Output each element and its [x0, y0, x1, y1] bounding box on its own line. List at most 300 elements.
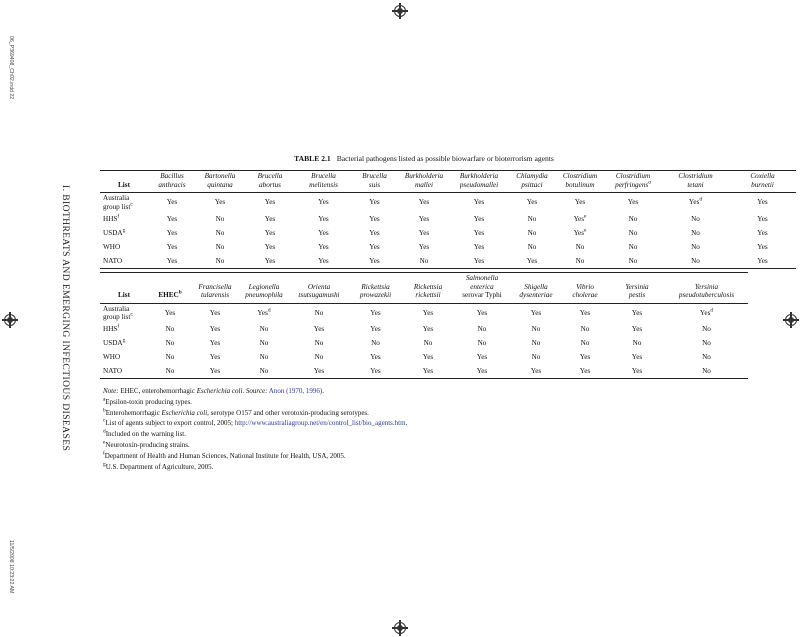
table-cell [148, 303, 192, 322]
cell-value: No [527, 228, 537, 237]
table-cell [148, 226, 196, 240]
source-link[interactable]: Anon (1970, 1996) [268, 387, 323, 395]
table-cell [609, 350, 665, 364]
cell-value: Yes [370, 325, 381, 334]
footnote-text: Enterohemorrhagic [105, 408, 162, 417]
cell-value: No [702, 325, 711, 334]
cell-footnote-mark: d [699, 197, 703, 204]
cell-value: No [259, 339, 269, 348]
cell-value: Yes [214, 198, 226, 207]
table-cell [196, 240, 244, 254]
ehec-label: EHEC [158, 291, 179, 300]
table-cell [609, 303, 665, 322]
table-cell [604, 193, 662, 212]
cell-value: No [215, 228, 225, 237]
cell-value: Yes [757, 256, 768, 265]
cell-value: Yes [318, 198, 329, 207]
table-cell [450, 254, 508, 269]
footnote-mark: c [103, 418, 106, 425]
table-row [100, 303, 748, 322]
table-row [100, 350, 748, 364]
cell-value: Yes [264, 256, 276, 265]
table-cell [148, 193, 196, 212]
cell-value: No [259, 367, 269, 376]
table-cell [665, 336, 748, 350]
cell-value: No [314, 353, 324, 362]
pathogen-name-part: pestis [628, 291, 646, 300]
table-cell [511, 350, 561, 364]
table-cell [729, 226, 796, 240]
table-cell [508, 254, 556, 269]
column-header-pathogen [398, 171, 450, 193]
cell-value: Yes [209, 309, 221, 318]
table-cell [508, 212, 556, 226]
cell-value: Yes [370, 309, 381, 318]
pathogen-name-part: dysenteriae [519, 291, 553, 300]
note-label: Note: [103, 387, 119, 395]
table-cell [192, 322, 238, 336]
table-cell [665, 364, 748, 379]
cell-value: Yes [264, 198, 276, 207]
table-notes [103, 386, 743, 472]
table-cell [192, 350, 238, 364]
cell-value: Yes [209, 325, 221, 334]
cell-value: No [575, 242, 585, 251]
table-row [100, 212, 796, 226]
pathogen-name-part: Shigella [524, 282, 548, 291]
cell-value: Yes [164, 309, 176, 318]
table-cell [238, 303, 290, 322]
table-cell [403, 364, 453, 379]
ehec-footnote-mark: b [178, 289, 182, 296]
pathogen-name-part: perfringens [615, 180, 649, 189]
row-label-footnote-mark: c [130, 311, 133, 318]
table-cell [290, 350, 348, 364]
cell-value: No [702, 339, 711, 348]
footnote-text: Neurotoxin-producing strains. [105, 440, 190, 449]
table-cell [296, 212, 351, 226]
row-label-text: NATO [103, 256, 123, 265]
row-label-footnote-mark: g [122, 337, 126, 344]
cell-value: Yes [473, 256, 485, 265]
cell-value: Yes [318, 214, 329, 223]
cell-value: Yes [369, 198, 380, 207]
cell-value: No [691, 242, 700, 251]
table-caption [100, 154, 748, 163]
column-header-list: List [118, 291, 130, 300]
cell-value: No [691, 228, 700, 237]
row-label [100, 226, 148, 240]
table-cell [453, 303, 511, 322]
table-cell [348, 364, 403, 379]
table-cell [662, 240, 729, 254]
table-row [100, 240, 796, 254]
cell-value: No [259, 325, 269, 334]
table-cell [662, 254, 729, 269]
column-header-pathogen [556, 171, 604, 193]
perfringens-footnote-mark: a [648, 179, 651, 186]
table-cell [511, 322, 561, 336]
footnote-italic: Escherichia coli [161, 408, 208, 417]
table-cell [403, 350, 453, 364]
table-row [100, 193, 796, 212]
footnote-mark: a [103, 396, 106, 403]
footnote-a [103, 397, 743, 408]
table-cell [348, 350, 403, 364]
pathogen-name-part: abortus [259, 180, 281, 189]
cell-value: Yes [209, 339, 221, 348]
footnote-f [103, 451, 743, 462]
cell-value: Yes [313, 367, 325, 376]
table-label: TABLE 2.1 [294, 154, 331, 163]
cell-value: No [702, 353, 711, 362]
pathogen-name-part: Rickettsia [413, 282, 443, 291]
table-cell [729, 240, 796, 254]
table-cell [148, 212, 196, 226]
table-cell [561, 322, 609, 336]
row-label [100, 336, 148, 350]
cell-value: Yes [579, 353, 591, 362]
cell-value: Yes [313, 325, 325, 334]
table-cell [556, 193, 604, 212]
pathogen-name-part: Brucella [362, 172, 387, 180]
cell-value: Yes [422, 353, 434, 362]
cell-value: Yes [418, 242, 430, 251]
table-cell [296, 193, 351, 212]
table-cell [148, 336, 192, 350]
pathogen-name-part: rickettsii [415, 291, 441, 300]
column-header-pathogen [196, 171, 244, 193]
table-cell [604, 254, 662, 269]
cell-value: Yes [573, 214, 585, 223]
table-cell [561, 364, 609, 379]
table-cell [403, 303, 453, 322]
table-cell [450, 226, 508, 240]
cell-value: No [215, 242, 225, 251]
cell-value: Yes [422, 325, 434, 334]
row-label-footnote-mark: c [130, 201, 133, 208]
table-cell [604, 212, 662, 226]
pathogen-name-part: tularensis [200, 291, 230, 300]
table-cell [729, 212, 796, 226]
cell-value: Yes [574, 198, 586, 207]
running-head: I. BIOTHREATS AND EMERGING INFECTIOUS DISEASES [60, 185, 71, 452]
table-row [100, 254, 796, 269]
footnote-mark: d [103, 428, 106, 435]
column-header-pathogen [351, 171, 398, 193]
table-cell [398, 212, 450, 226]
pathogen-name-part: suis [368, 180, 381, 189]
table-cell [290, 322, 348, 336]
footnote-b [103, 408, 743, 419]
pathogen-table-part-2 [100, 272, 748, 379]
row-label-text: USDA [103, 339, 123, 348]
cell-value: Yes [418, 228, 430, 237]
table-cell [729, 254, 796, 269]
table-cell [348, 303, 403, 322]
registration-mark-left [4, 314, 16, 326]
cell-value: Yes [631, 309, 643, 318]
pathogen-name-part: Bacillus [160, 172, 184, 180]
cell-value: No [575, 256, 585, 265]
column-header-pathogen [561, 273, 609, 304]
table-cell [556, 254, 604, 269]
table-cell [561, 336, 609, 350]
pathogen-name-part: Bartonella [204, 172, 236, 180]
table-cell [609, 322, 665, 336]
registration-mark-top [394, 5, 406, 17]
cell-value: No [702, 367, 711, 376]
cell-value: Yes [369, 256, 380, 265]
cell-value: No [531, 339, 541, 348]
cell-value: Yes [579, 367, 591, 376]
cell-value: No [165, 325, 175, 334]
pathogen-name-part: Francisella [198, 282, 232, 291]
cell-value: Yes [166, 242, 178, 251]
cell-value: No [477, 325, 487, 334]
cell-value: Yes [318, 256, 329, 265]
table-cell [192, 336, 238, 350]
cell-value: Yes [530, 309, 542, 318]
table-cell [296, 254, 351, 269]
pathogen-name-part: Yersinia [625, 282, 649, 291]
note-italic: Escherichia coli [196, 387, 243, 395]
table-cell [148, 240, 196, 254]
cell-value: No [423, 339, 433, 348]
registration-mark-right [785, 314, 797, 326]
cell-value: Yes [579, 309, 591, 318]
cell-value: Yes [264, 228, 276, 237]
cell-value: Yes [264, 242, 276, 251]
table-cell [296, 226, 351, 240]
cell-value: No [215, 214, 225, 223]
cell-value: Yes [418, 214, 430, 223]
cell-value: Yes [699, 309, 711, 318]
row-label [100, 322, 148, 336]
table-cell [351, 254, 398, 269]
pathogen-name-part: Burkholderia [459, 172, 499, 180]
column-header-pathogen [609, 273, 665, 304]
slug-timestamp: 11/5/2008 10:23:22 AM [8, 540, 14, 594]
pathogen-name-part: Burkholderia [404, 172, 444, 180]
table-cell [450, 193, 508, 212]
column-header-pathogen [508, 171, 556, 193]
source-end: . [322, 387, 324, 395]
table-cell [238, 350, 290, 364]
table-cell [561, 303, 609, 322]
cell-value: No [215, 256, 225, 265]
table-cell [244, 226, 296, 240]
row-label [100, 303, 148, 322]
pathogen-name-part: Chlamydia [516, 172, 548, 180]
cell-value: No [628, 228, 638, 237]
cell-value: No [691, 256, 700, 265]
table-cell [556, 240, 604, 254]
footnote-e [103, 440, 743, 451]
pathogen-name-part: psittaci [521, 180, 543, 189]
cell-value: No [165, 353, 175, 362]
cell-value: No [632, 339, 642, 348]
footnote-text: , serotype O157 and other verotoxin-producing serotypes. [207, 408, 369, 417]
table-cell [290, 303, 348, 322]
column-header-pathogen [148, 171, 196, 193]
row-label-footnote-mark: f [117, 323, 120, 330]
table-cell [192, 364, 238, 379]
australia-group-link[interactable]: http://www.australiagroup.net/en/control_list/bio_agents.htm [234, 419, 406, 428]
table-cell [450, 240, 508, 254]
table-cell [662, 193, 729, 212]
table-cell [192, 303, 238, 322]
column-header-list: List [118, 180, 130, 189]
cell-value: Yes [757, 214, 768, 223]
cell-value: No [477, 339, 487, 348]
cell-value: No [527, 214, 537, 223]
cell-value: Yes [476, 367, 488, 376]
pathogen-name-part: Orienta [307, 282, 331, 291]
table-cell [665, 303, 748, 322]
table-cell [511, 303, 561, 322]
cell-value: Yes [526, 256, 538, 265]
cell-value: Yes [257, 309, 268, 318]
table-row [100, 364, 748, 379]
cell-value: Yes [422, 367, 434, 376]
table-cell [403, 336, 453, 350]
cell-value: Yes [530, 367, 542, 376]
table-cell [196, 193, 244, 212]
cell-value: Yes [422, 309, 434, 318]
row-label-text: NATO [103, 367, 123, 376]
row-label-footnote-mark: g [122, 227, 126, 234]
pathogen-name-part: pneumophila [245, 291, 283, 300]
table-cell [348, 322, 403, 336]
row-label [100, 240, 148, 254]
cell-value: No [531, 353, 541, 362]
table-cell [351, 226, 398, 240]
row-label-footnote-mark: f [117, 213, 120, 220]
table-cell [556, 226, 604, 240]
cell-footnote-mark: e [584, 227, 587, 234]
cell-footnote-mark: d [267, 307, 271, 314]
table-cell [244, 212, 296, 226]
registration-mark-bottom [394, 622, 406, 634]
cell-value: No [259, 353, 269, 362]
table-cell [196, 226, 244, 240]
footnote-text: Included on the warning list. [105, 430, 186, 439]
table-cell [453, 350, 511, 364]
table-cell [604, 240, 662, 254]
cell-value: No [419, 256, 429, 265]
table-row [100, 322, 748, 336]
row-label [100, 212, 148, 226]
column-header-pathogen [296, 171, 351, 193]
cell-value: Yes [526, 198, 538, 207]
pathogen-name-part: prowazekii [359, 291, 392, 300]
table-cell [238, 322, 290, 336]
table-cell [398, 240, 450, 254]
cell-value: No [531, 325, 541, 334]
table-cell [196, 212, 244, 226]
table-cell [148, 254, 196, 269]
pathogen-name-part: Clostridium [615, 172, 651, 180]
pathogen-name-part: Clostridium [562, 172, 598, 180]
cell-value: Yes [473, 228, 485, 237]
cell-footnote-mark: e [584, 213, 587, 220]
row-label [100, 193, 148, 212]
row-label [100, 254, 148, 269]
pathogen-name-part: pseudotuberculosis [678, 291, 735, 300]
cell-value: Yes [418, 198, 430, 207]
table-cell [238, 364, 290, 379]
table-row [100, 226, 796, 240]
pathogen-name-part: Legionella [248, 282, 280, 291]
column-header-pathogen [348, 273, 403, 304]
table-cell [238, 336, 290, 350]
cell-value: Yes [318, 228, 329, 237]
table-cell [296, 240, 351, 254]
cell-value: Yes [688, 198, 700, 207]
column-header-pathogen [729, 171, 796, 193]
footnote-mark: f [103, 450, 105, 457]
pathogen-name-part: Yersinia [694, 282, 719, 291]
row-label-text: WHO [103, 242, 121, 251]
pathogen-name-part: Clostridium [678, 172, 713, 180]
cell-value: Yes [166, 228, 178, 237]
footnote-mark: b [103, 407, 106, 414]
table-row [100, 336, 748, 350]
column-header-pathogen [192, 273, 238, 304]
cell-value: Yes [757, 228, 768, 237]
slug-file-name: 06_P369408_Ch02.indd 22 [8, 36, 14, 100]
cell-value: Yes [631, 353, 643, 362]
pathogen-name-part: cholerae [572, 291, 598, 300]
row-label-text: USDA [103, 228, 123, 237]
table-cell [508, 240, 556, 254]
cell-value: Yes [476, 353, 488, 362]
cell-value: Yes [209, 353, 221, 362]
table-cell [508, 226, 556, 240]
pathogen-table-part-1 [100, 170, 796, 269]
table-cell [244, 193, 296, 212]
table-cell [729, 193, 796, 212]
footnote-g [103, 462, 743, 473]
cell-value: Yes [627, 198, 639, 207]
table-cell [453, 364, 511, 379]
column-header-pathogen [403, 273, 453, 304]
row-label-text: Australia [103, 304, 130, 313]
column-header-pathogen [238, 273, 290, 304]
footnote-text: List of agents subject to export control, 2005; [105, 419, 235, 428]
footnote-mark: g [103, 461, 106, 468]
cell-footnote-mark: d [710, 307, 714, 314]
cell-value: Yes [473, 242, 485, 251]
cell-value: Yes [318, 242, 329, 251]
table-cell [453, 322, 511, 336]
cell-value: Yes [209, 367, 221, 376]
note-line [103, 386, 743, 397]
cell-value: Yes [757, 198, 768, 207]
column-header-pathogen [450, 171, 508, 193]
table-cell [351, 193, 398, 212]
column-header-pathogen [604, 171, 662, 193]
pathogen-name-part: melitensis [309, 180, 338, 189]
table-cell [148, 322, 192, 336]
cell-value: Yes [264, 214, 276, 223]
row-label-text: HHS [103, 325, 118, 334]
pathogen-name-part: Brucella [311, 172, 336, 180]
pathogen-name-part: pseudomallei [459, 180, 499, 189]
table-cell [196, 254, 244, 269]
cell-value: Yes [473, 198, 485, 207]
